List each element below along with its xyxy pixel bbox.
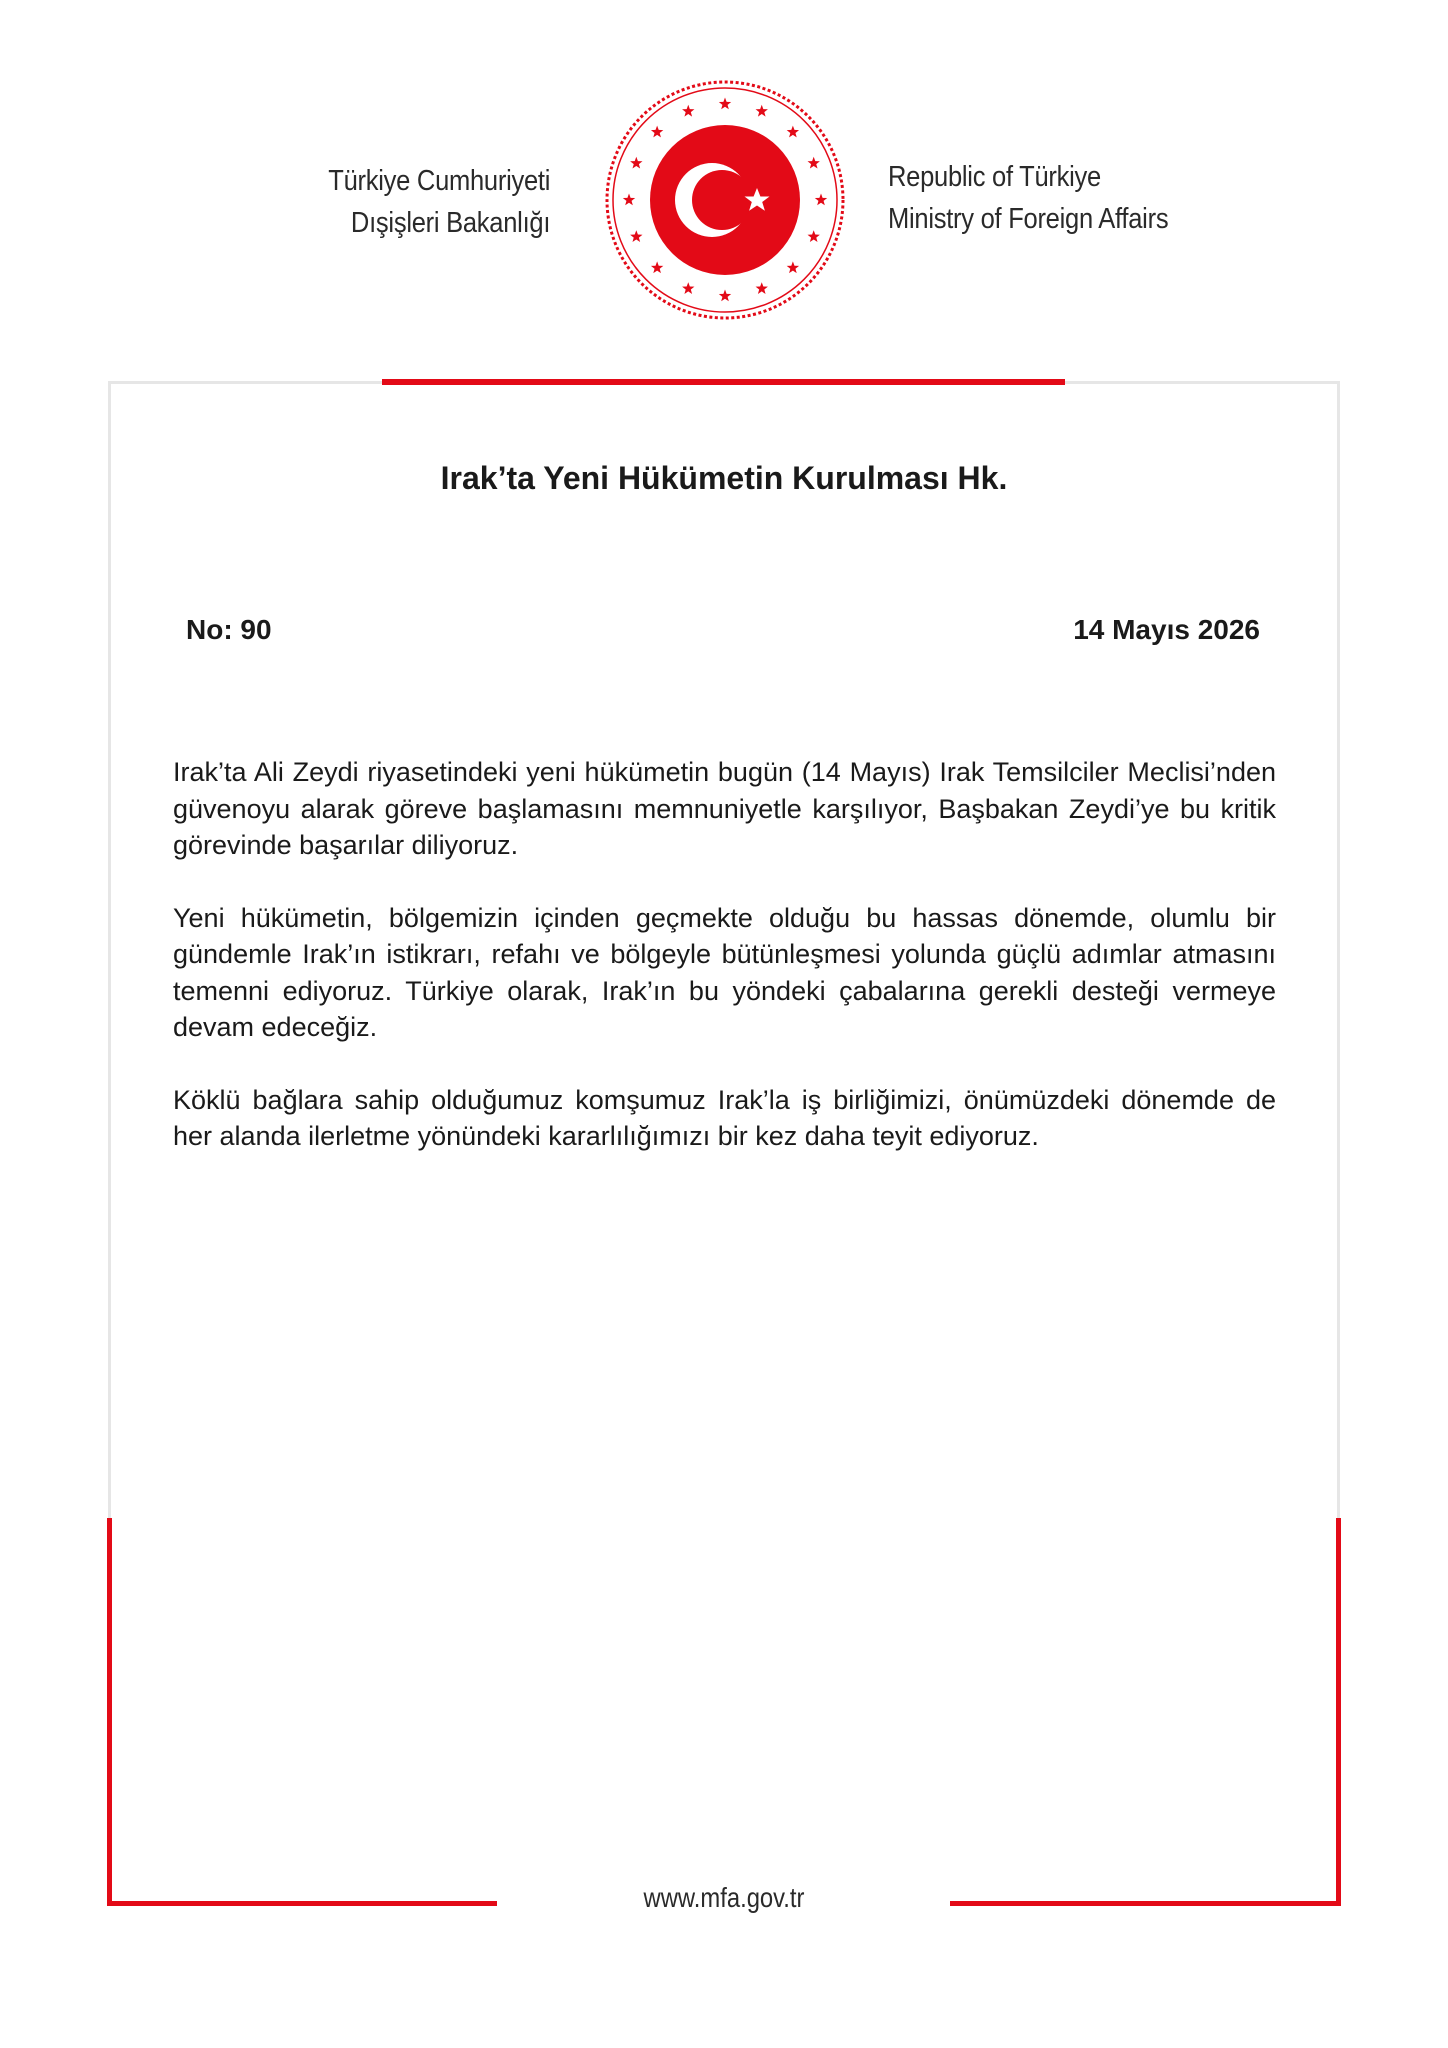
seal-star-icon: [756, 105, 768, 117]
crescent-star-seal-icon: [600, 75, 850, 325]
seal-star-icon: [756, 282, 768, 294]
seal-star-icon: [651, 126, 663, 138]
seal-star-icon: [630, 230, 642, 242]
seal-star-icon: [719, 98, 731, 110]
seal-star-icon: [808, 230, 820, 242]
paragraph: Köklü bağlara sahip olduğumuz komşumuz Irak’la iş birliğimizi, önümüzdeki dönemde de her alanda ilerletme yönündeki kararlılığımızı bir kez daha teyit ediyoruz.: [173, 1084, 1276, 1151]
org-en-line-2: Ministry of Foreign Affairs: [888, 203, 1169, 235]
document-number: No: 90: [186, 614, 272, 645]
seal-star-icon: [719, 290, 731, 302]
frame-left-red: [107, 1518, 112, 1906]
frame-top-right-gray: [1065, 381, 1340, 384]
document-body: [173, 754, 1276, 1191]
paragraph: Yeni hükümetin, bölgemizin içinden geçmekte olduğu bu hassas dönemde, olumlu bir gündemle Irak’ın istikrarı, refahı ve bölgeyle bütünleşmesi yolunda güçlü adımlar atmasını temenni ediyoruz. Türkiye olarak, Irak’ın bu yöndeki çabalarına gerekli desteği vermeye devam edeceğiz.: [173, 902, 1276, 1042]
footer-website-link[interactable]: www.mfa.gov.tr: [643, 1882, 805, 1913]
seal-star-icon: [815, 194, 827, 206]
seal-star-icon: [630, 157, 642, 169]
org-name-english: [888, 156, 1168, 240]
document-date: 14 Mayıs 2026: [1073, 614, 1260, 645]
frame-right-gray: [1337, 381, 1340, 1518]
paragraph: Irak’ta Ali Zeydi riyasetindeki yeni hükümetin bugün (14 Mayıs) Irak Temsilciler Meclisi’nden güvenoyu alarak göreve başlamasını memnuniyetle karşılıyor, Başbakan Zeydi’ye bu kritik görevinde başarılar diliyoruz.: [173, 757, 1276, 860]
seal-star-icon: [787, 261, 799, 273]
seal-star-icon: [808, 157, 820, 169]
seal-star-icon: [651, 261, 663, 273]
org-name-turkish: [328, 160, 550, 244]
document-title: Irak’ta Yeni Hükümetin Kurulması Hk.: [440, 460, 1008, 496]
letterhead: [0, 0, 1448, 340]
frame-top-left-gray: [110, 381, 382, 384]
frame-top-red: [382, 379, 1065, 385]
seal-star-icon: [623, 194, 635, 206]
seal-star-icon: [682, 105, 694, 117]
seal-star-icon: [682, 282, 694, 294]
org-tr-line-1: Türkiye Cumhuriyeti: [328, 165, 550, 197]
frame-left-gray: [108, 381, 111, 1518]
seal-star-icon: [787, 126, 799, 138]
frame-right-red: [1336, 1518, 1341, 1906]
org-tr-line-2: Dışişleri Bakanlığı: [350, 207, 550, 239]
org-en-line-1: Republic of Türkiye: [888, 161, 1101, 193]
